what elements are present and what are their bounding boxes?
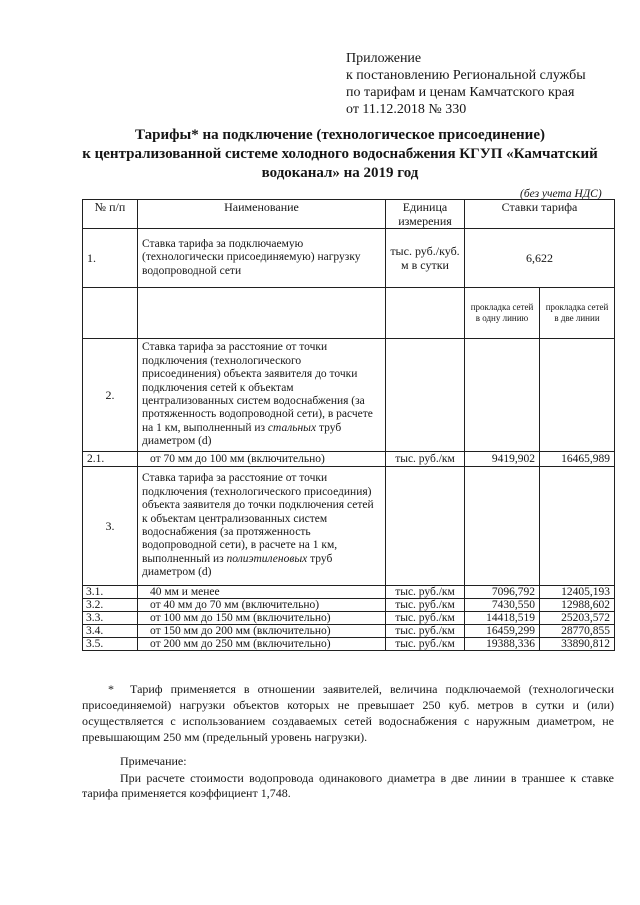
row-name: от 200 мм до 250 мм (включительно) bbox=[138, 638, 386, 651]
footnote-star: * bbox=[108, 682, 114, 696]
row-two-lines: 33890,812 bbox=[540, 638, 615, 651]
empty-cell bbox=[386, 339, 465, 452]
row-two-lines: 12988,602 bbox=[540, 599, 615, 612]
table-row bbox=[83, 638, 615, 651]
appendix-line: от 11.12.2018 № 330 bbox=[346, 102, 467, 117]
row-unit: тыс. руб./км bbox=[386, 452, 465, 467]
table-row bbox=[83, 467, 615, 586]
table-row bbox=[83, 452, 615, 467]
appendix-line: Приложение bbox=[346, 51, 422, 66]
vat-note: (без учета НДС) bbox=[520, 188, 602, 200]
table-row bbox=[83, 625, 615, 638]
empty-cell bbox=[465, 467, 540, 586]
header-name: Наименование bbox=[138, 200, 386, 229]
row-num: 3. bbox=[83, 467, 138, 586]
table-header-row bbox=[83, 200, 615, 229]
row-num: 3.1. bbox=[83, 586, 138, 599]
row-name bbox=[138, 339, 386, 452]
row-material: стальных bbox=[267, 421, 317, 434]
table-row bbox=[83, 599, 615, 612]
row-two-lines: 12405,193 bbox=[540, 586, 615, 599]
row-name: 40 мм и менее bbox=[138, 586, 386, 599]
row-num: 3.2. bbox=[83, 599, 138, 612]
row-num: 2.1. bbox=[83, 452, 138, 467]
row-unit: тыс. руб./км bbox=[386, 612, 465, 625]
row-material: полиэтиленовых bbox=[226, 552, 308, 565]
title-line: водоканал» на 2019 год bbox=[261, 165, 419, 181]
table-row bbox=[83, 612, 615, 625]
appendix-block bbox=[346, 50, 586, 118]
row-name-text: Ставка тарифа за расстояние от точки подключения (технологического присоединия) объекта заявителя до точки подключения сетей к объектам централизованных систем водоснабжения (за протяженность водопроводной сети), в расчете на 1 км, выполненный из bbox=[142, 472, 374, 565]
row-num: 3.3. bbox=[83, 612, 138, 625]
empty-cell bbox=[386, 467, 465, 586]
subheader-two-lines: прокладка сетей в две линии bbox=[540, 288, 615, 339]
row-num: 2. bbox=[83, 339, 138, 452]
empty-cell bbox=[540, 467, 615, 586]
row-unit: тыс. руб./км bbox=[386, 586, 465, 599]
row-unit: тыс. руб./км bbox=[386, 599, 465, 612]
document-title bbox=[70, 126, 610, 183]
tariff-table bbox=[82, 199, 615, 651]
row-value: 6,622 bbox=[465, 229, 615, 288]
footnote-text: Тариф применяется в отношении заявителей, величина подключаемой (технологически присоединяемой) нагрузки объектов которых не превышает 250 куб. метров в сутки и (или) осуществляется с использованием создаваемых сетей водоснабжения с наружным диаметром, не превышающим 250 мм (предельный уровень нагрузки). bbox=[82, 682, 614, 744]
remark-text: При расчете стоимости водопровода одинакового диаметра в две линии в траншее к ставке тарифа применяется коэффициент 1,748. bbox=[82, 771, 614, 800]
row-name bbox=[138, 467, 386, 586]
table-row bbox=[83, 339, 615, 452]
row-one-line: 14418,519 bbox=[465, 612, 540, 625]
row-name: от 70 мм до 100 мм (включительно) bbox=[138, 452, 386, 467]
table-row bbox=[83, 586, 615, 599]
empty-cell bbox=[83, 288, 138, 339]
header-rates: Ставки тарифа bbox=[465, 200, 615, 229]
row-two-lines: 16465,989 bbox=[540, 452, 615, 467]
row-name: от 150 мм до 200 мм (включительно) bbox=[138, 625, 386, 638]
row-one-line: 19388,336 bbox=[465, 638, 540, 651]
empty-cell bbox=[386, 288, 465, 339]
row-one-line: 7096,792 bbox=[465, 586, 540, 599]
empty-cell bbox=[465, 339, 540, 452]
appendix-line: по тарифам и ценам Камчатского края bbox=[346, 85, 575, 100]
remark-title: Примечание: bbox=[120, 754, 187, 768]
header-num: № п/п bbox=[83, 200, 138, 229]
appendix-line: к постановлению Региональной службы bbox=[346, 68, 586, 83]
row-name-text: труб диаметром (d) bbox=[142, 552, 333, 579]
row-one-line: 9419,902 bbox=[465, 452, 540, 467]
table-subheader-row bbox=[83, 288, 615, 339]
title-line: к централизованной системе холодного водоснабжения КГУП «Камчатский bbox=[82, 146, 598, 162]
row-name: Ставка тарифа за подключаемую (технологически присоединяемую) нагрузку водопроводной сети bbox=[138, 229, 386, 288]
row-name-text: труб диаметром (d) bbox=[142, 421, 342, 448]
row-num: 1. bbox=[83, 229, 138, 288]
footnote bbox=[82, 681, 614, 745]
row-name: от 40 мм до 70 мм (включительно) bbox=[138, 599, 386, 612]
row-unit: тыс. руб./км bbox=[386, 638, 465, 651]
row-one-line: 7430,550 bbox=[465, 599, 540, 612]
row-name-text: Ставка тарифа за расстояние от точки подключения (технологического присоединения) объекта заявителя до точки подключения сетей к объектам централизованных систем водоснабжения (за протяженность водопроводной сети), в расчете на 1 км, выполненный из bbox=[142, 341, 373, 434]
row-two-lines: 28770,855 bbox=[540, 625, 615, 638]
row-unit: тыс. руб./куб. м в сутки bbox=[386, 229, 465, 288]
row-num: 3.5. bbox=[83, 638, 138, 651]
row-name: от 100 мм до 150 мм (включительно) bbox=[138, 612, 386, 625]
empty-cell bbox=[540, 339, 615, 452]
title-line: Тарифы* на подключение (технологическое присоединение) bbox=[135, 127, 545, 143]
table-row bbox=[83, 229, 615, 288]
header-unit: Единица измерения bbox=[386, 200, 465, 229]
row-two-lines: 25203,572 bbox=[540, 612, 615, 625]
subheader-one-line: прокладка сетей в одну линию bbox=[465, 288, 540, 339]
row-num: 3.4. bbox=[83, 625, 138, 638]
empty-cell bbox=[138, 288, 386, 339]
row-unit: тыс. руб./км bbox=[386, 625, 465, 638]
row-one-line: 16459,299 bbox=[465, 625, 540, 638]
